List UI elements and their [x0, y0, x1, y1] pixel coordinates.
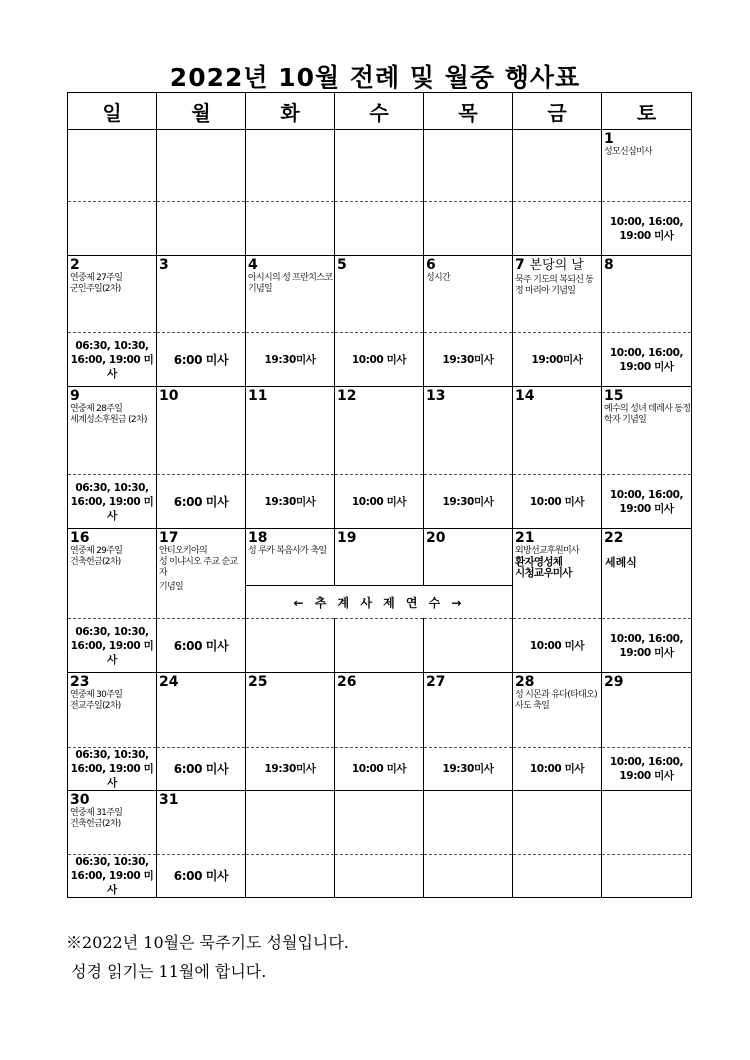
empty-cell	[335, 130, 424, 202]
day-cell-9	[68, 387, 157, 475]
day-number: 6	[426, 257, 436, 273]
empty-cell	[246, 855, 335, 898]
day-number: 21	[515, 530, 535, 546]
day-event: 성모신심미사	[604, 147, 652, 157]
mass-time: 10:00, 16:00, 19:00 미사	[602, 619, 692, 673]
mass-time: 10:00 미사	[513, 619, 602, 673]
mass-time: 10:00, 16:00, 19:00 미사	[602, 333, 692, 387]
day-event: 연중제 28주일	[70, 404, 123, 414]
day-event: 안티오키아의	[159, 546, 207, 556]
day-event: 건축헌금(2차)	[70, 557, 121, 567]
week6-mass-row	[68, 855, 692, 898]
week4-mass-row	[68, 619, 692, 673]
mass-time: 06:30, 10:30, 16:00, 19:00 미사	[68, 333, 157, 387]
day-event: 군인주일(2차)	[70, 284, 121, 294]
day-number: 29	[604, 674, 624, 690]
day-number-value: 7	[515, 257, 525, 273]
day-number: 12	[337, 388, 357, 404]
weekday-sun: 일	[68, 93, 157, 130]
mass-time: 10:00 미사	[335, 333, 424, 387]
day-number: 13	[426, 388, 446, 404]
page-title: 2022년 10월 전례 및 월중 행사표	[169, 63, 581, 92]
day-cell-10	[157, 387, 246, 475]
empty-cell	[246, 202, 335, 256]
mass-time: 19:30미사	[424, 748, 513, 791]
mass-time: 6:00 미사	[157, 748, 246, 791]
day-number: 16	[70, 530, 90, 546]
mass-time: 10:00, 16:00, 19:00 미사	[602, 202, 692, 256]
day-cell-19	[335, 529, 424, 586]
day-event: 연중제 29주일	[70, 546, 123, 556]
empty-cell	[602, 855, 692, 898]
day-number: 27	[426, 674, 446, 690]
mass-time: 6:00 미사	[157, 333, 246, 387]
day-event: 연중제 30주일	[70, 690, 123, 700]
day-cell-8	[602, 256, 692, 333]
day-number: 28	[515, 674, 535, 690]
mass-time: 19:00미사	[513, 333, 602, 387]
day-cell-16	[68, 529, 157, 619]
day-cell-5	[335, 256, 424, 333]
empty-cell	[246, 130, 335, 202]
empty-cell	[246, 619, 335, 673]
empty-cell	[68, 130, 157, 202]
day-number: 23	[70, 674, 90, 690]
day-number: 3	[159, 257, 169, 273]
day-cell-28	[513, 673, 602, 748]
day-number	[513, 256, 601, 273]
day-cell-22	[602, 529, 692, 619]
empty-cell	[424, 619, 513, 673]
mass-time: 6:00 미사	[157, 475, 246, 529]
day-number: 22	[604, 530, 624, 546]
day-cell-27	[424, 673, 513, 748]
day-number: 17	[159, 530, 179, 546]
empty-cell	[424, 855, 513, 898]
empty-cell	[513, 855, 602, 898]
day-number: 31	[159, 792, 179, 808]
mass-time: 06:30, 10:30, 16:00, 19:00 미사	[68, 619, 157, 673]
day-cell-24	[157, 673, 246, 748]
day-cell-4	[246, 256, 335, 333]
day-cell-1	[602, 130, 692, 202]
empty-cell	[424, 202, 513, 256]
empty-cell	[513, 791, 602, 855]
day-number: 20	[426, 530, 446, 546]
day-cell-14	[513, 387, 602, 475]
day-cell-29	[602, 673, 692, 748]
day-event: 성시간	[426, 273, 450, 283]
notice	[66, 928, 349, 986]
day-event: 묵주 기도의 복되신 동정 마리아 기념일	[515, 275, 594, 296]
weekday-sat: 토	[602, 93, 692, 130]
day-number: 15	[604, 388, 624, 404]
day-number: 18	[248, 530, 268, 546]
week5-mass-row	[68, 748, 692, 791]
parish-day-label: 본당의 날	[529, 258, 584, 273]
empty-cell	[335, 202, 424, 256]
empty-cell	[424, 130, 513, 202]
day-number: 14	[515, 388, 535, 404]
day-event: 환자영성체	[515, 556, 563, 568]
day-cell-18	[246, 529, 335, 586]
day-cell-26	[335, 673, 424, 748]
mass-time: 19:30미사	[246, 748, 335, 791]
day-event: 성 이냐시오 주교 순교자	[159, 557, 238, 578]
day-cell-13	[424, 387, 513, 475]
day-cell-31	[157, 791, 246, 855]
mass-time: 10:00 미사	[335, 748, 424, 791]
day-event: 연중제 31주일	[70, 808, 123, 818]
day-cell-15	[602, 387, 692, 475]
weekday-wed: 수	[335, 93, 424, 130]
day-event: 전교주일(2차)	[70, 701, 121, 711]
mass-time: 10:00, 16:00, 19:00 미사	[602, 475, 692, 529]
mass-time: 10:00 미사	[513, 748, 602, 791]
week1-day-row	[68, 130, 692, 202]
empty-cell	[335, 791, 424, 855]
day-cell-23	[68, 673, 157, 748]
empty-cell	[335, 619, 424, 673]
day-cell-12	[335, 387, 424, 475]
week6-day-row	[68, 791, 692, 855]
weekday-tue: 화	[246, 93, 335, 130]
day-number: 8	[604, 257, 614, 273]
day-event: 세례식	[605, 556, 637, 569]
day-cell-21	[513, 529, 602, 619]
day-event: 예수의 성녀 데레사 동정 학자 기념일	[604, 404, 691, 425]
notice-line-1: ※2022년 10월은 묵주기도 성월입니다.	[66, 933, 349, 952]
empty-cell	[68, 202, 157, 256]
day-number: 19	[337, 530, 357, 546]
week1-mass-row	[68, 202, 692, 256]
empty-cell	[602, 791, 692, 855]
day-cell-17	[157, 529, 246, 619]
week2-day-row	[68, 256, 692, 333]
day-number: 26	[337, 674, 357, 690]
mass-time: 6:00 미사	[157, 855, 246, 898]
mass-time: 10:00, 16:00, 19:00 미사	[602, 748, 692, 791]
week3-day-row	[68, 387, 692, 475]
empty-cell	[157, 202, 246, 256]
calendar-table	[67, 92, 692, 898]
day-number: 10	[159, 388, 179, 404]
day-number: 1	[604, 131, 614, 147]
day-event: 기념일	[159, 582, 183, 592]
empty-cell	[335, 855, 424, 898]
day-event: 시청교우미사	[515, 567, 572, 579]
day-event: 외방선교후원미사	[515, 546, 579, 556]
day-cell-3	[157, 256, 246, 333]
day-number: 30	[70, 792, 90, 808]
day-cell-7	[513, 256, 602, 333]
day-event: 성 루카 복음사가 축일	[248, 546, 327, 556]
day-cell-6	[424, 256, 513, 333]
week3-mass-row	[68, 475, 692, 529]
weekday-fri: 금	[513, 93, 602, 130]
day-cell-25	[246, 673, 335, 748]
weekday-thu: 목	[424, 93, 513, 130]
day-event: 연중제 27주일	[70, 273, 123, 283]
day-number: 11	[248, 388, 268, 404]
day-event: 건축헌금(2차)	[70, 819, 121, 829]
empty-cell	[246, 791, 335, 855]
day-cell-30	[68, 791, 157, 855]
weekday-mon: 월	[157, 93, 246, 130]
priest-retreat-banner: ← 추 계 사 제 연 수 →	[246, 586, 513, 619]
day-event: 아시시의 성 프란치스코 기념일	[248, 273, 333, 294]
day-event: 성 시몬과 유다(타대오) 사도 축일	[515, 690, 597, 711]
week5-day-row	[68, 673, 692, 748]
day-cell-11	[246, 387, 335, 475]
week2-mass-row	[68, 333, 692, 387]
mass-time: 19:30미사	[246, 333, 335, 387]
mass-time: 10:00 미사	[335, 475, 424, 529]
day-number: 24	[159, 674, 179, 690]
mass-time: 06:30, 10:30, 16:00, 19:00 미사	[68, 748, 157, 791]
empty-cell	[157, 130, 246, 202]
day-number: 2	[70, 257, 80, 273]
day-cell-2	[68, 256, 157, 333]
mass-time: 06:30, 10:30, 16:00, 19:00 미사	[68, 855, 157, 898]
mass-time: 06:30, 10:30, 16:00, 19:00 미사	[68, 475, 157, 529]
mass-time: 10:00 미사	[513, 475, 602, 529]
mass-time: 19:30미사	[246, 475, 335, 529]
day-number: 5	[337, 257, 347, 273]
weekday-header-row	[68, 93, 692, 130]
day-number: 9	[70, 388, 80, 404]
day-event: 세계성소후원금 (2차)	[70, 415, 147, 425]
mass-time: 6:00 미사	[157, 619, 246, 673]
notice-line-2: 성경 읽기는 11월에 합니다.	[66, 962, 267, 981]
mass-time: 19:30미사	[424, 475, 513, 529]
day-number: 4	[248, 257, 258, 273]
day-number: 25	[248, 674, 268, 690]
empty-cell	[513, 130, 602, 202]
empty-cell	[513, 202, 602, 256]
mass-time: 19:30미사	[424, 333, 513, 387]
week4-day-row	[68, 529, 692, 586]
day-cell-20	[424, 529, 513, 586]
empty-cell	[424, 791, 513, 855]
